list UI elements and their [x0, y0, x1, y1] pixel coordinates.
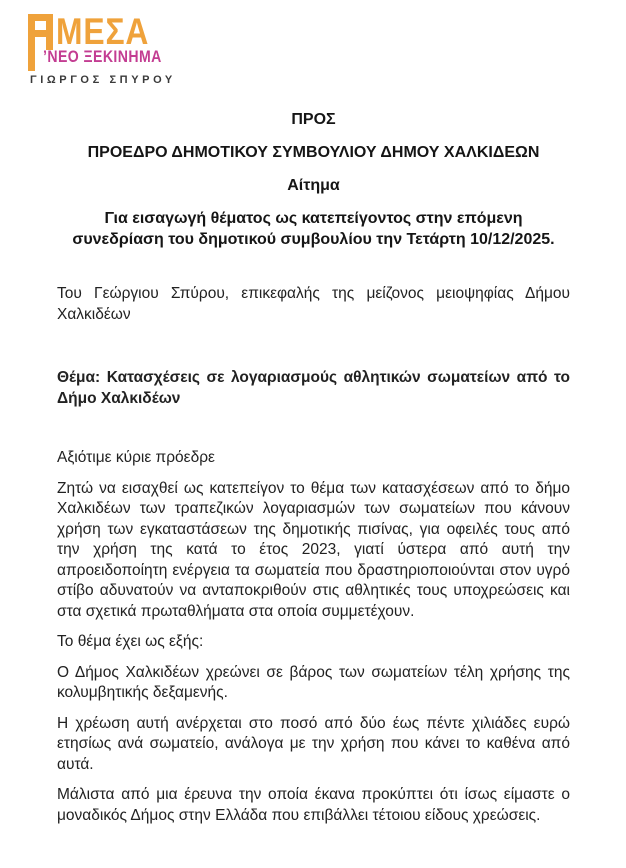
logo-subtitle: ’ΝΕΟ ΞΕΚΙΝΗΜΑ: [43, 47, 162, 66]
logo-wordmark-rest: ΜΕΣΑ: [56, 11, 150, 52]
logo-wordmark-row: [28, 11, 570, 71]
to-label: ΠΡΟΣ: [291, 111, 336, 128]
letter-body: [57, 284, 570, 826]
urgency-subject-line: Για εισαγωγή θέματος ως κατεπείγοντος στην επόμενη συνεδρίαση του δημοτικού συμβουλίου την Τετάρτη 10/12/2025.: [72, 210, 555, 248]
paragraph-amounts: Η χρέωση αυτή ανέρχεται στο ποσό από δύο έως πέντε χιλιάδες ευρώ ετησίως ανά σωματείο, ανάλογα με την χρήση που κάνει το καθένα από αυτά.: [57, 714, 570, 773]
logo-person-name: ΓΙΩΡΓΟΣ ΣΠΥΡΟΥ: [30, 74, 176, 86]
logo: [28, 11, 570, 87]
paragraph-charges: Ο Δήμος Χαλκιδέων χρεώνει σε βάρος των σωματείων τέλη χρήσης της κολυμβητικής δεξαμενής.: [57, 663, 570, 701]
recipient-line: ΠΡΟΕΔΡΟ ΔΗΜΟΤΙΚΟΥ ΣΥΜΒΟΥΛΙΟΥ ΔΗΜΟΥ ΧΑΛΚΙΔΕΩΝ: [87, 144, 540, 161]
letter-header: [57, 109, 570, 250]
paragraph-intro-issue: Το θέμα έχει ως εξής:: [57, 633, 204, 650]
subject-bold-line: Θέμα: Κατασχέσεις σε λογαριασμούς αθλητικών σωματείων από το Δήμο Χαλκιδέων: [57, 369, 570, 407]
paragraph-research: Μάλιστα από μια έρευνα την οποία έκανα προκύπτει ότι ίσως είμαστε ο μοναδικός Δήμος στην Ελλάδα που επιβάλλει τέτοιου είδους χρεώσεις.: [57, 786, 570, 824]
sender-line: Του Γεώργιου Σπύρου, επικεφαλής της μείζονος μειοψηφίας Δήμου Χαλκιδέων: [57, 285, 570, 323]
salutation-line: Αξιότιμε κύριε πρόεδρε: [57, 449, 215, 466]
paragraph-request: Ζητώ να εισαχθεί ως κατεπείγον το θέμα των κατασχέσεων από το δήμο Χαλκιδέων των τραπεζικών λογαριασμών των σωματείων που κάνουν χρήση των εγκαταστάσεων της δημοτικής πισίνας, για οφειλές τους από την χρήση της κατά το έτος 2023, γιατί ύστερα από αυτή την απροειδοποίητη ενέργεια τα σωματεία που δραστηριοποιούνται στον υγρό στίβο αδυνατούν να ανταποκριθούν στις αθλητικές τους υποχρεώσεις και στα σχετικά πρωταθλήματα στα οποία συμμετέχουν.: [57, 479, 570, 620]
request-label: Αίτημα: [287, 177, 340, 194]
